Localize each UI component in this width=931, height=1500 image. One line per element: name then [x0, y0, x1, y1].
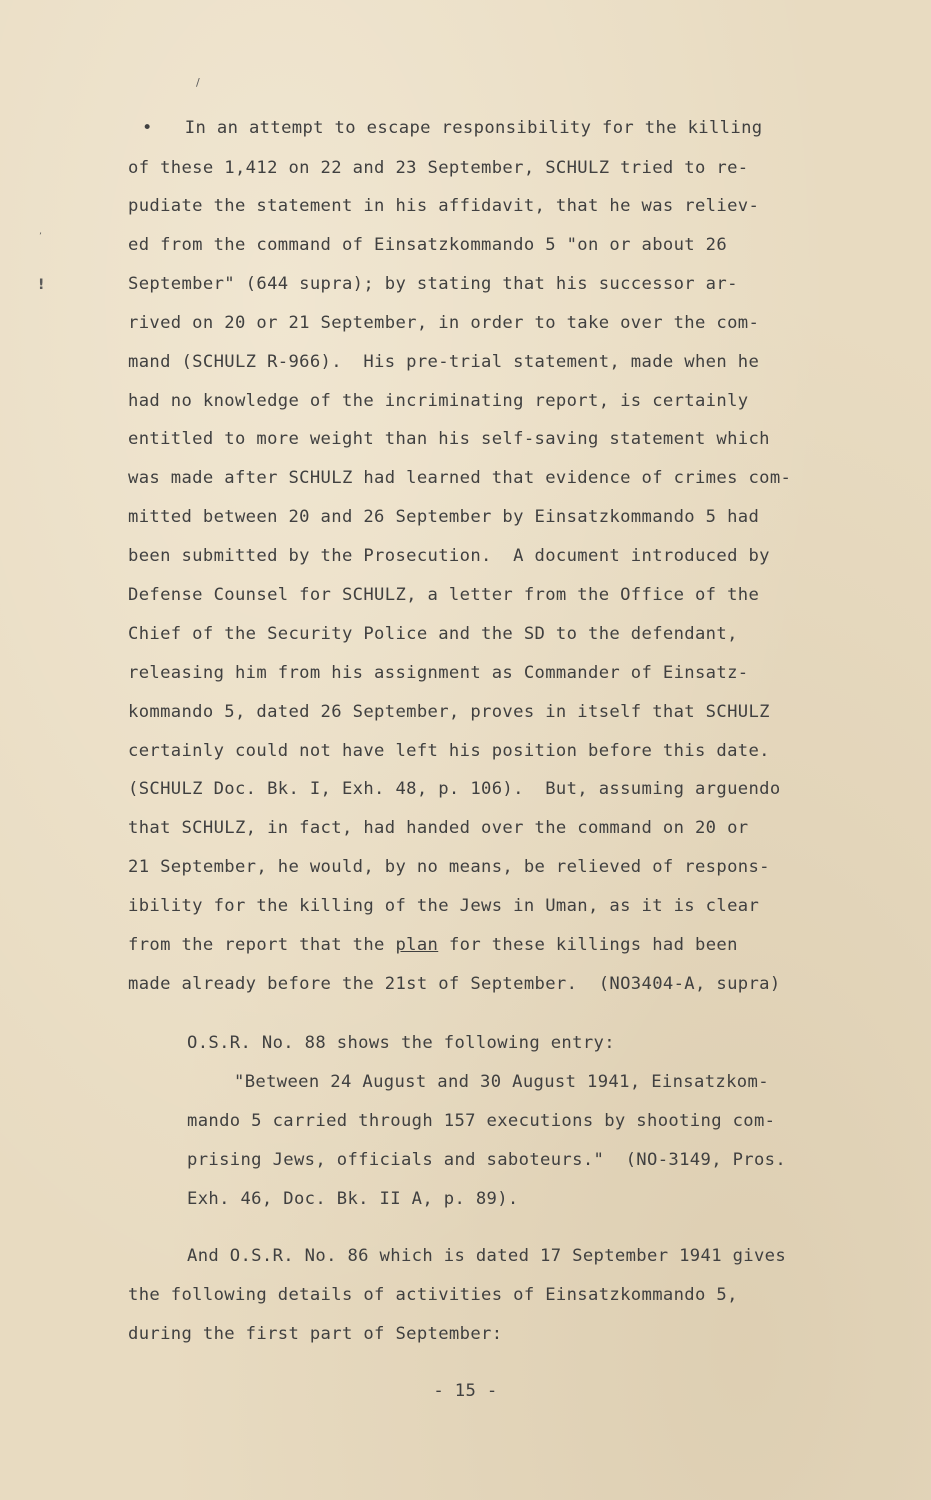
text-line: • In an attempt to escape responsibility for the killing — [142, 118, 763, 138]
text-line: (SCHULZ Doc. Bk. I, Exh. 48, p. 106). But, assuming arguendo — [128, 779, 781, 799]
underlined-word-plan: plan — [395, 935, 439, 955]
text-line: made already before the 21st of September. (NO3404-A, supra) — [128, 974, 781, 994]
text-line: Defense Counsel for SCHULZ, a letter from the Office of the — [128, 585, 760, 605]
text-line: during the first part of September: — [128, 1324, 503, 1344]
text-line: entitled to more weight than his self-saving statement which — [128, 429, 770, 449]
page-number: - 15 - — [433, 1381, 498, 1401]
text-line: the following details of activities of Einsatzkommando 5, — [128, 1285, 738, 1305]
text-line: Chief of the Security Police and the SD to the defendant, — [128, 624, 738, 644]
text-line: releasing him from his assignment as Commander of Einsatz- — [128, 663, 749, 683]
text-line: rived on 20 or 21 September, in order to take over the com- — [128, 313, 760, 333]
text-segment: for these killings had been — [438, 935, 738, 955]
text-line: that SCHULZ, in fact, had handed over the command on 20 or — [128, 818, 749, 838]
margin-mark-slash: / — [196, 76, 200, 89]
text-line: And O.S.R. No. 86 which is dated 17 September 1941 gives — [187, 1246, 787, 1266]
quote-line: mando 5 carried through 157 executions by shooting com- — [187, 1111, 776, 1131]
quote-line: prising Jews, officials and saboteurs." (NO-3149, Pros. — [187, 1150, 787, 1170]
text-line: of these 1,412 on 22 and 23 September, SCHULZ tried to re- — [128, 158, 749, 178]
text-line: ibility for the killing of the Jews in Uman, as it is clear — [128, 896, 760, 916]
margin-mark-dot: ’ — [39, 232, 42, 242]
text-line: 21 September, he would, by no means, be relieved of respons- — [128, 857, 770, 877]
text-line: September" (644 supra); by stating that his successor ar- — [128, 274, 738, 294]
text-line: been submitted by the Prosecution. A document introduced by — [128, 546, 770, 566]
text-line — [128, 934, 738, 956]
text-line: pudiate the statement in his affidavit, that he was reliev- — [128, 196, 760, 216]
text-segment: from the report that the — [128, 935, 396, 955]
osr-88-intro: O.S.R. No. 88 shows the following entry: — [187, 1033, 615, 1053]
text-line: ed from the command of Einsatzkommando 5 "on or about 26 — [128, 235, 728, 255]
text-line: certainly could not have left his position before this date. — [128, 741, 770, 761]
text-line: mitted between 20 and 26 September by Einsatzkommando 5 had — [128, 507, 760, 527]
text-line: kommando 5, dated 26 September, proves in itself that SCHULZ — [128, 702, 770, 722]
text-line: mand (SCHULZ R-966). His pre-trial statement, made when he — [128, 352, 760, 372]
text-line: was made after SCHULZ had learned that evidence of crimes com- — [128, 468, 792, 488]
margin-mark-exclamation: ! — [38, 277, 45, 293]
quote-line: "Between 24 August and 30 August 1941, Einsatzkom- — [234, 1072, 769, 1092]
quote-line: Exh. 46, Doc. Bk. II A, p. 89). — [187, 1189, 519, 1209]
text-line: had no knowledge of the incriminating report, is certainly — [128, 391, 749, 411]
